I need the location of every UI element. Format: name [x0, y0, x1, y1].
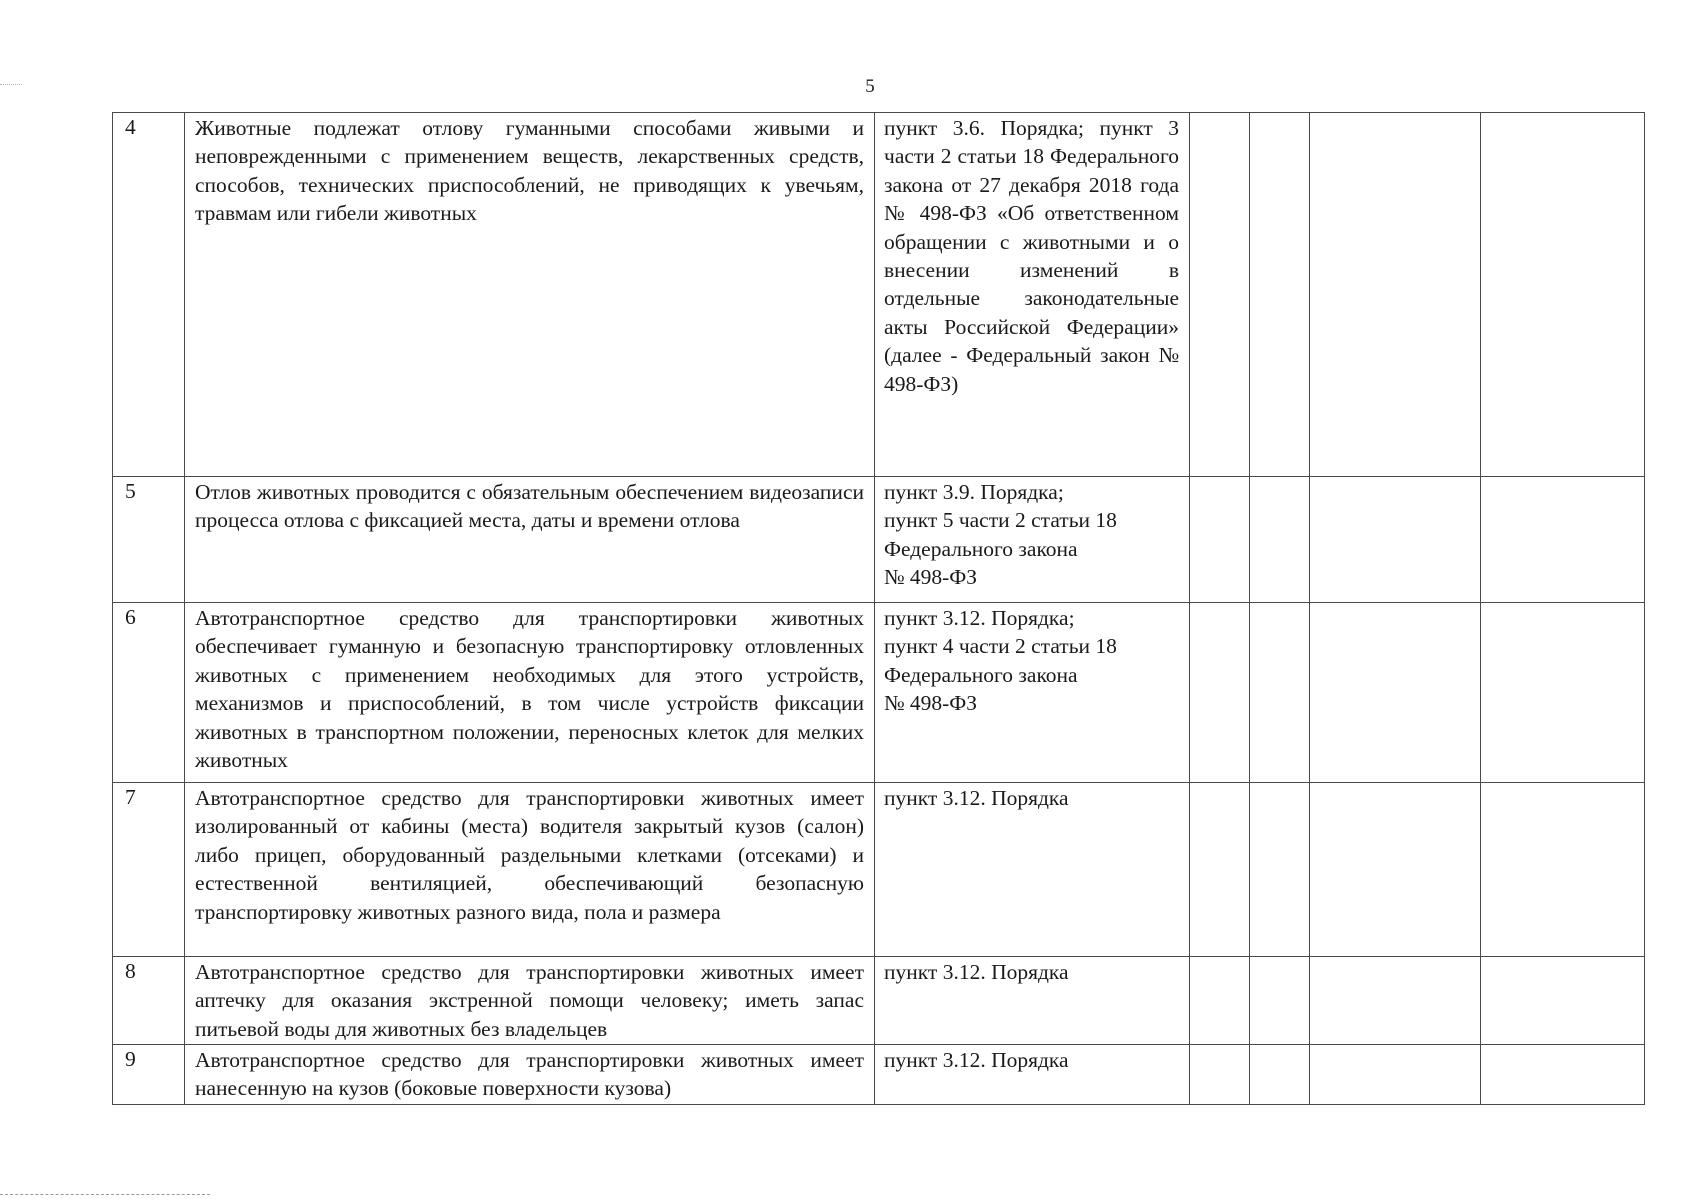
blank-cell-note — [1481, 113, 1645, 477]
requirement-text: Автотранспортное средство для транспортировки животных имеет аптечку для оказания экстренной помощи человеку; иметь запас питьевой воды для животных без владельцев — [185, 957, 875, 1045]
reference-text — [875, 957, 1190, 1045]
requirement-text: Отлов животных проводится с обязательным обеспечением видеозаписи процесса отлова с фиксацией места, даты и времени отлова — [185, 477, 875, 603]
blank-cell-note — [1481, 957, 1645, 1045]
requirement-text: Животные подлежат отлову гуманными способами живыми и неповрежденными с применением веществ, лекарственных средств, способов, технических приспособлений, не приводящих к увечьям, травмам или гибели животных — [185, 113, 875, 477]
row-number: 7 — [113, 783, 185, 957]
requirement-text: Автотранспортное средство для транспортировки животных имеет нанесенную на кузов (боковые поверхности кузова) — [185, 1045, 875, 1105]
reference-text: пункт 3.6. Порядка; пункт 3 части 2 статьи 18 Федерального закона от 27 декабря 2018 года № 498-ФЗ «Об ответственном обращении с животными и о внесении изменений в отдельные законодательные акты Российской Федерации» (далее - Федеральный закон № 498-ФЗ) — [875, 113, 1190, 477]
reference-line: № 498-ФЗ — [884, 565, 978, 590]
reference-line: пункт 3.12. Порядка — [884, 1048, 1069, 1072]
reference-text — [875, 477, 1190, 603]
reference-text — [875, 1045, 1190, 1105]
blank-cell-not-applicable — [1310, 1045, 1481, 1105]
blank-cell-not-applicable — [1310, 783, 1481, 957]
table-row — [113, 477, 1645, 603]
row-number: 8 — [113, 957, 185, 1045]
table-row — [113, 957, 1645, 1045]
row-number: 9 — [113, 1045, 185, 1105]
requirement-text: Автотранспортное средство для транспортировки животных имеет изолированный от кабины (места) водителя закрытый кузов (салон) либо прицеп, оборудованный раздельными клетками (отсеками) и естественной вентиляцией, обеспечивающий безопасную транспортировку животных разного вида, пола и размера — [185, 783, 875, 957]
blank-cell-note — [1481, 1045, 1645, 1105]
reference-text — [875, 603, 1190, 783]
reference-text — [875, 783, 1190, 957]
page-number: 5 — [865, 76, 875, 97]
table-row — [113, 113, 1645, 477]
blank-cell-answer-yes — [1190, 783, 1250, 957]
blank-cell-answer-yes — [1190, 603, 1250, 783]
table-row — [113, 783, 1645, 957]
blank-cell-note — [1481, 477, 1645, 603]
row-number: 6 — [113, 603, 185, 783]
blank-cell-answer-no — [1250, 603, 1310, 783]
reference-line: Федерального закона — [884, 536, 1078, 561]
reference-line: Федерального закона — [884, 662, 1078, 687]
table-row — [113, 603, 1645, 783]
scan-artifact-bottom — [0, 1194, 210, 1198]
row-number: 5 — [113, 477, 185, 603]
blank-cell-not-applicable — [1310, 603, 1481, 783]
blank-cell-answer-yes — [1190, 957, 1250, 1045]
table-row — [113, 1045, 1645, 1105]
reference-line: пункт 3.12. Порядка; — [884, 606, 1075, 630]
row-number: 4 — [113, 113, 185, 477]
blank-cell-answer-no — [1250, 477, 1310, 603]
blank-cell-answer-yes — [1190, 477, 1250, 603]
blank-cell-answer-no — [1250, 957, 1310, 1045]
reference-line: пункт 5 части 2 статьи 18 — [884, 508, 1117, 533]
blank-cell-not-applicable — [1310, 957, 1481, 1045]
blank-cell-answer-yes — [1190, 1045, 1250, 1105]
reference-line: № 498-ФЗ — [884, 691, 978, 716]
blank-cell-note — [1481, 603, 1645, 783]
blank-cell-answer-no — [1250, 1045, 1310, 1105]
blank-cell-answer-yes — [1190, 113, 1250, 477]
reference-line: пункт 3.12. Порядка — [884, 960, 1069, 984]
blank-cell-answer-no — [1250, 113, 1310, 477]
blank-cell-answer-no — [1250, 783, 1310, 957]
blank-cell-not-applicable — [1310, 477, 1481, 603]
blank-cell-not-applicable — [1310, 113, 1481, 477]
reference-line: пункт 3.12. Порядка — [884, 786, 1069, 810]
checklist-table — [112, 112, 1645, 1105]
reference-line: пункт 4 части 2 статьи 18 — [884, 634, 1117, 659]
reference-line: пункт 3.9. Порядка; — [884, 480, 1064, 504]
blank-cell-note — [1481, 783, 1645, 957]
requirement-text: Автотранспортное средство для транспортировки животных обеспечивает гуманную и безопасную транспортировку отловленных животных с применением необходимых для этого устройств, механизмов и приспособлений, в том числе устройств фиксации животных в транспортном положении, переносных клеток для мелких животных — [185, 603, 875, 783]
